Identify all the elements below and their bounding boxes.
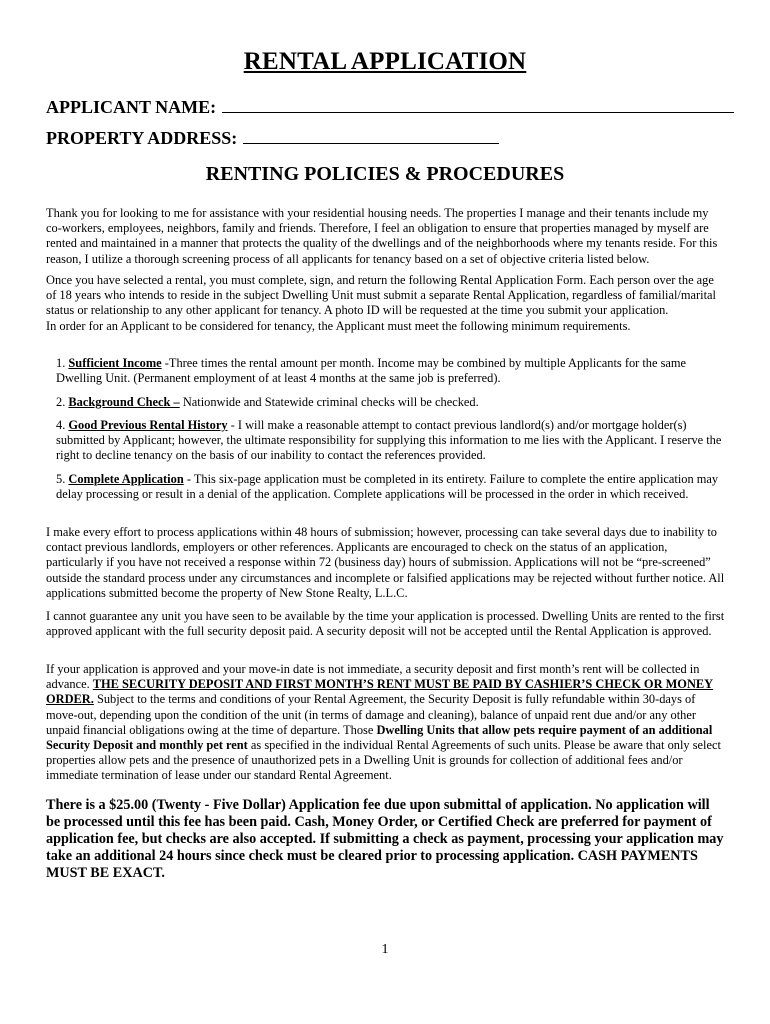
- requirement-rental-history: [56, 418, 724, 464]
- section-heading: RENTING POLICIES & PROCEDURES: [205, 163, 565, 185]
- processing-paragraph-text: I make every effort to process applications within 48 hours of submission; however, processing can take several days due to inability to contact previous landlords, employers or other references. Applicants are encouraged to check on the status of an application, particularly if you have not received a response within 72 (business day) hours of submission. Applications will not be “pre-screened” outside the standard process under any circumstances and incomplete or falsified applications may be rejected without further notice. All applications submitted become the property of New Stone Realty, L.L.C.: [46, 525, 725, 600]
- requirement-text: -Three times the rental amount per month. Income may be combined by multiple Applicants for the same Dwelling Unit. (Permanent employment of at least 4 months at the same job is preferred).: [56, 356, 687, 386]
- requirement-number: 5.: [56, 472, 66, 486]
- applicant-name-label: APPLICANT NAME:: [46, 97, 217, 117]
- applicant-name-blank[interactable]: [222, 96, 734, 113]
- deposit-emphasis-pets: Dwelling Units that allow pets require payment of an additional Security Deposit and monthly pet rent: [46, 722, 713, 753]
- deposit-text-a: If your application is approved and your move-in date is not immediate, a security deposit and first month’s rent will be collected in advance.: [46, 662, 700, 692]
- availability-paragraph: [46, 609, 726, 639]
- requirement-complete-application: [56, 472, 724, 502]
- requirement-text: - I will make a reasonable attempt to contact previous landlord(s) and/or mortgage holder(s) submitted by Applicant; however, the ultimate responsibility for supplying this information to me lies with the Applicant. I reserve the right to decline tenancy on the basis of our inability to contact the references provided.: [56, 418, 722, 463]
- page-number: 1: [381, 942, 389, 957]
- requirement-number: 2.: [56, 395, 66, 409]
- requirement-label: Sufficient Income: [68, 356, 162, 370]
- property-address-blank[interactable]: [243, 127, 499, 144]
- deposit-emphasis-payment: THE SECURITY DEPOSIT AND FIRST MONTH’S RENT MUST BE PAID BY CASHIER’S CHECK OR MONEY ORDER.: [46, 677, 714, 707]
- application-paragraph-text: Once you have selected a rental, you must complete, sign, and return the following Rental Application Form. Each person over the age of 18 years who intends to reside in the subject Dwelling Unit must submit a separate Rental Application, regardless of familial/marital status or relationship to any other applicant for tenancy. A photo ID will be requested at the time you submit your application.: [46, 273, 716, 318]
- requirement-text: Nationwide and Statewide criminal checks will be checked.: [179, 395, 479, 409]
- requirement-income: [56, 356, 724, 386]
- application-paragraph: [46, 273, 726, 334]
- property-address-label: PROPERTY ADDRESS:: [46, 128, 238, 148]
- deposit-paragraph: [46, 662, 726, 784]
- deposit-text-e: as specified in the individual Rental Agreements of such units. Please be aware that only select properties allow pets and the presence of unauthorized pets in a Dwelling Unit is grounds for collection of additional fees and/or immediate termination of lease under our standard Rental Agreement.: [46, 738, 721, 783]
- requirement-number: 4.: [56, 418, 66, 432]
- property-address-field: [46, 127, 499, 149]
- application-fee-notice: There is a $25.00 (Twenty - Five Dollar) Application fee due upon submittal of application. No application will be processed until this fee has been paid. Cash, Money Order, or Certified Check are preferred for payment of application fee, but checks are also accepted. If submitting a check as payment, processing your application may take an additional 24 hours since check must be cleared prior to processing application. CASH PAYMENTS MUST BE EXACT.: [46, 797, 724, 881]
- processing-paragraph: [46, 525, 726, 601]
- requirements-intro-text: In order for an Applicant to be considered for tenancy, the Applicant must meet the following minimum requirements.: [46, 318, 631, 333]
- document-title: RENTAL APPLICATION: [243, 48, 527, 75]
- requirement-text: - This six-page application must be completed in its entirety. Failure to complete the entire application may delay processing or result in a denial of the application. Complete applications will be processed in the order in which received.: [56, 472, 719, 502]
- intro-paragraph: [46, 206, 726, 267]
- applicant-name-field: [46, 96, 734, 118]
- requirement-label: Good Previous Rental History: [68, 418, 228, 432]
- requirement-label: Background Check –: [68, 395, 180, 409]
- availability-paragraph-text: I cannot guarantee any unit you have seen to be available by the time your application is processed. Dwelling Units are rented to the first approved applicant with the full security deposit paid. A security deposit will not be accepted until the Rental Application is approved.: [46, 609, 725, 639]
- deposit-paragraph-text: [46, 662, 726, 784]
- requirement-background: [56, 395, 724, 410]
- requirement-label: Complete Application: [68, 472, 184, 486]
- requirement-number: 1.: [56, 356, 66, 370]
- deposit-text-c: Subject to the terms and conditions of your Rental Agreement, the Security Deposit is fully refundable within 30-days of move-out, depending upon the condition of the unit (in terms of damage and cleaning), balance of unpaid rent due and/or any other unpaid financial obligations owing at the time of departure. Those: [46, 692, 696, 737]
- intro-paragraph-text: Thank you for looking to me for assistance with your residential housing needs. The properties I manage and their tenants include my co-workers, employees, neighbors, family and friends. Therefore, I feel an obligation to ensure that properties managed by myself are rented and maintained in a manner that protects the quality of the dwellings and of the neighborhoods where my tenants reside. For this reason, I utilize a thorough screening process of all applicants for tenancy based on a set of objective criteria listed below.: [46, 206, 718, 266]
